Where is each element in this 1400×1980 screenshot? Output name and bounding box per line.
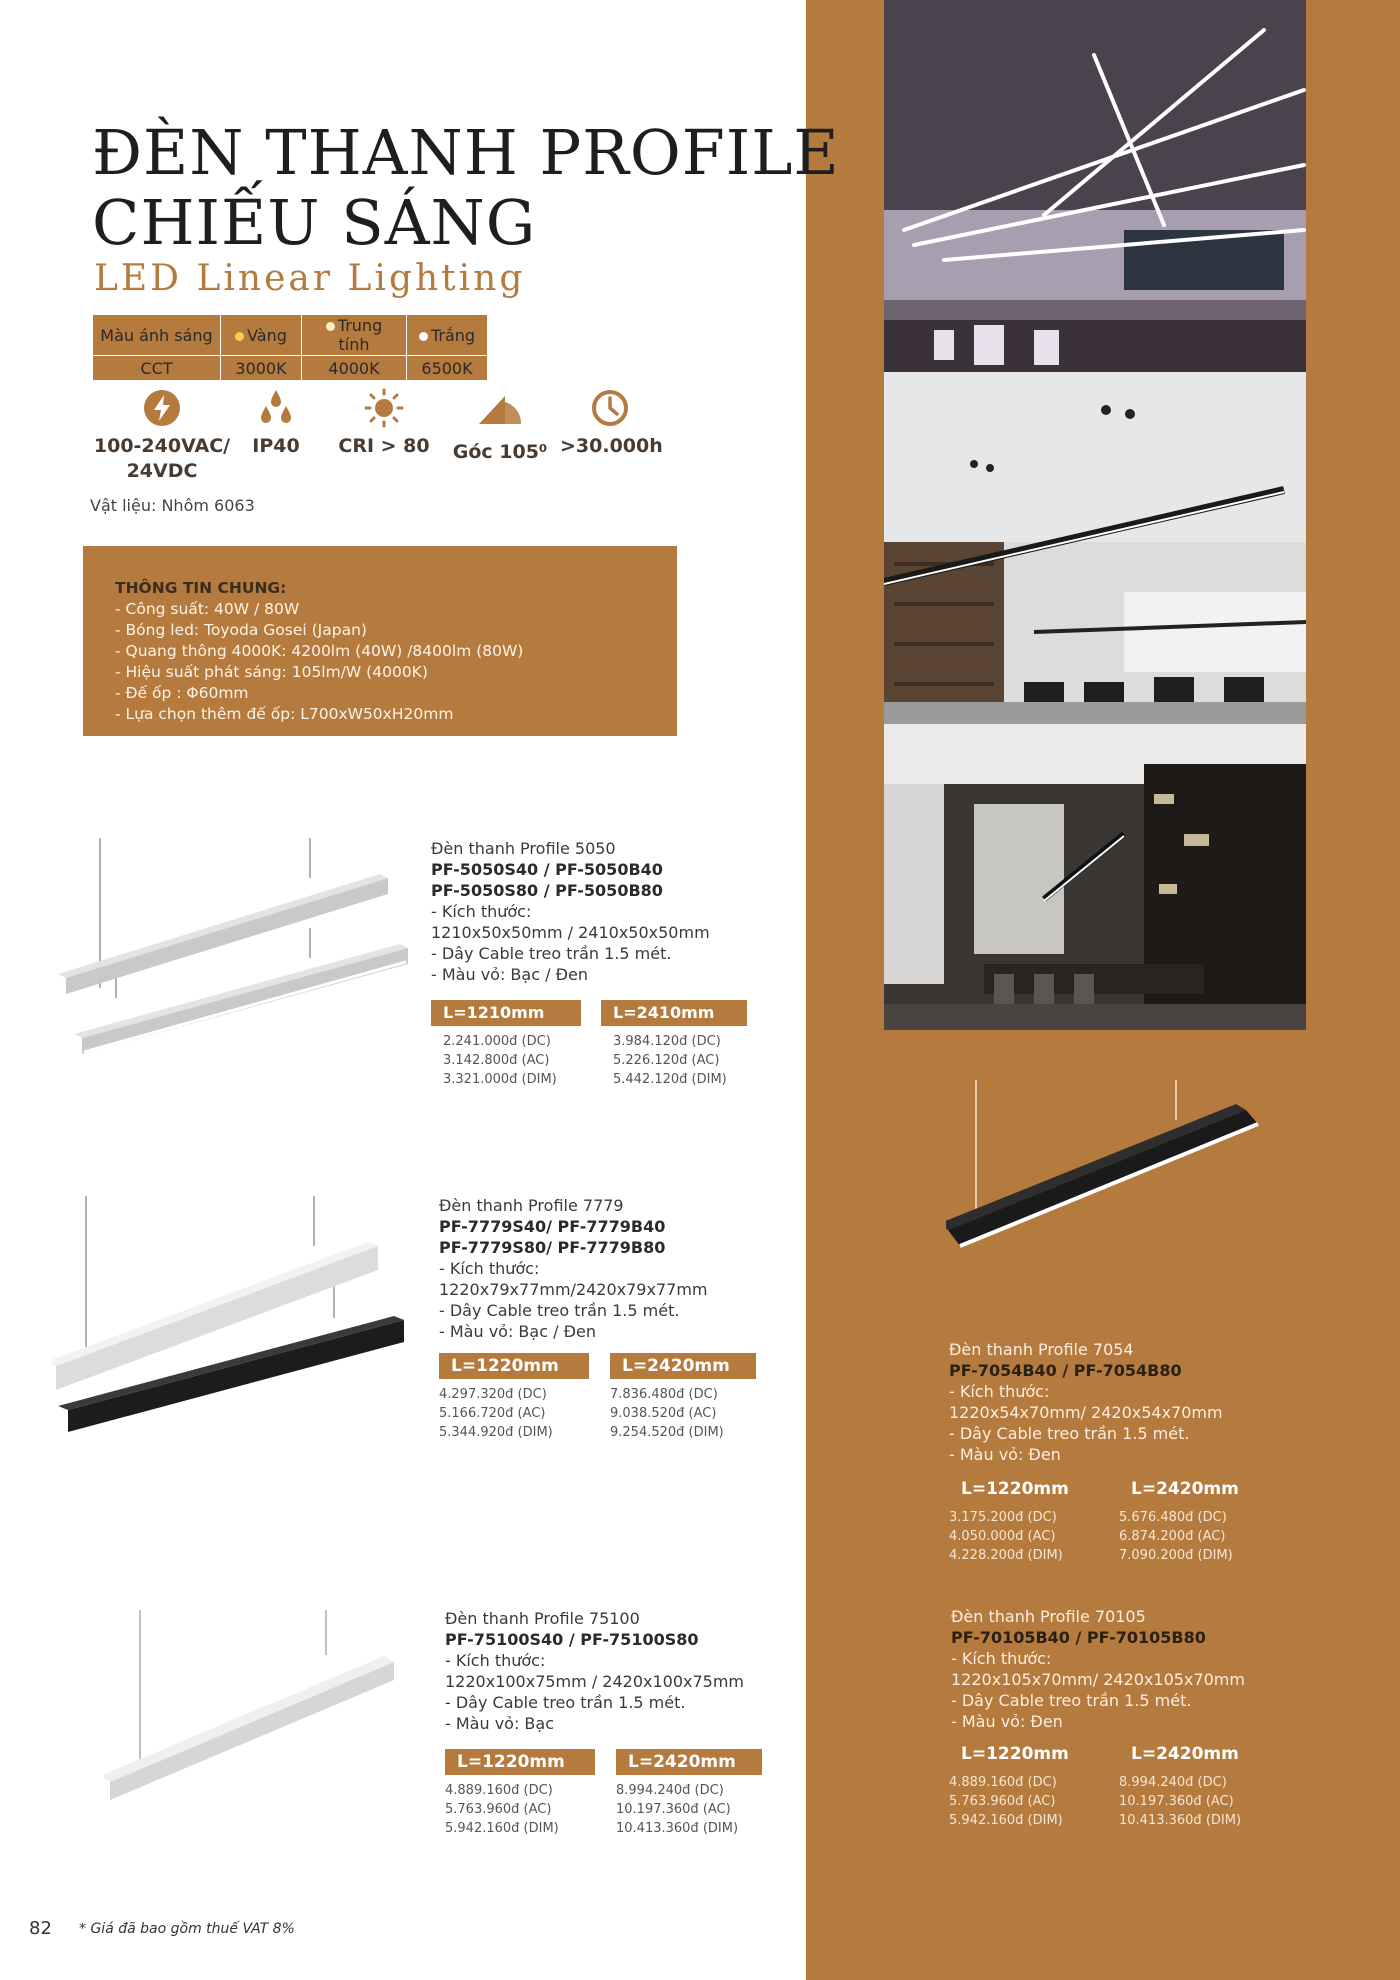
price-line: 4.228.200đ (DIM) [949, 1548, 1063, 1563]
price-line: 3.984.120đ (DC) [613, 1034, 721, 1049]
product-image-7054 [946, 1080, 1262, 1280]
price-line: 4.889.160đ (DC) [445, 1783, 553, 1798]
price-box [616, 1749, 762, 1838]
length-badge: L=2420mm [1131, 1479, 1239, 1499]
white-dot-icon [419, 332, 428, 341]
spec-angle [450, 392, 550, 465]
cct-6500k: 6500K [407, 356, 488, 381]
length-badge: L=2420mm [616, 1749, 762, 1775]
product-detail: - Màu vỏ: Bạc [445, 1714, 555, 1733]
product-detail: - Dây Cable treo trần 1.5 mét. [951, 1691, 1192, 1710]
price-box [949, 1476, 1109, 1565]
product-code: PF-5050S80 / PF-5050B80 [431, 881, 663, 900]
product-code: PF-7054B40 / PF-7054B80 [949, 1361, 1182, 1380]
lightning-icon [142, 388, 182, 428]
length-badge: L=1220mm [961, 1744, 1069, 1764]
cct-neutral-cell [302, 315, 407, 356]
price-line: 10.197.360đ (AC) [616, 1802, 731, 1817]
length-badge: L=2410mm [601, 1000, 747, 1026]
price-line: 4.297.320đ (DC) [439, 1387, 547, 1402]
price-line: 4.050.000đ (AC) [949, 1529, 1056, 1544]
info-line: - Quang thông 4000K: 4200lm (40W) /8400lm (80W) [115, 642, 524, 660]
cct-4000k: 4000K [302, 356, 407, 381]
cct-row-label: CCT [93, 356, 221, 381]
product-detail: - Dây Cable treo trần 1.5 mét. [439, 1301, 680, 1320]
price-line: 5.942.160đ (DIM) [949, 1813, 1063, 1828]
product-name: Đèn thanh Profile 70105 [951, 1607, 1146, 1626]
cct-neutral-label: Trung tính [337, 316, 383, 354]
price-line: 5.676.480đ (DC) [1119, 1510, 1227, 1525]
price-line: 10.413.360đ (DIM) [616, 1821, 739, 1836]
photo-meeting-room [884, 724, 1306, 1030]
price-line: 9.254.520đ (DIM) [610, 1425, 724, 1440]
price-line: 3.175.200đ (DC) [949, 1510, 1057, 1525]
product-detail: - Kích thước: [431, 902, 532, 921]
product-70105 [951, 1606, 1245, 1732]
photo-office-ceiling [884, 0, 1306, 372]
price-line: 3.142.800đ (AC) [443, 1053, 550, 1068]
product-detail: - Màu vỏ: Bạc / Đen [431, 965, 588, 984]
product-image-75100 [104, 1610, 424, 1800]
price-line: 8.994.240đ (DC) [1119, 1775, 1227, 1790]
product-7779 [439, 1195, 707, 1342]
product-detail: - Màu vỏ: Đen [951, 1712, 1063, 1731]
spec-cri-label: CRI > 80 [338, 435, 430, 457]
vat-footnote: * Giá đã bao gồm thuế VAT 8% [79, 1921, 295, 1937]
yellow-dot-icon [235, 332, 244, 341]
price-line: 8.994.240đ (DC) [616, 1783, 724, 1798]
length-badge: L=1210mm [431, 1000, 581, 1026]
product-image-7779 [52, 1196, 412, 1436]
title-line-1: ĐÈN THANH PROFILE [92, 116, 840, 189]
price-line: 3.321.000đ (DIM) [443, 1072, 557, 1087]
price-box [601, 1000, 747, 1089]
length-badge: L=1220mm [961, 1479, 1069, 1499]
clock-icon [590, 388, 630, 428]
length-badge: L=2420mm [1131, 1744, 1239, 1764]
info-line: - Đế ốp : Φ60mm [115, 684, 249, 702]
product-code: PF-70105B40 / PF-70105B80 [951, 1628, 1206, 1647]
product-75100 [445, 1608, 744, 1734]
price-line: 7.090.200đ (DIM) [1119, 1548, 1233, 1563]
price-line: 4.889.160đ (DC) [949, 1775, 1057, 1790]
cct-yellow-label: Vàng [247, 325, 287, 345]
spec-angle-label: Góc 105⁰ [452, 441, 548, 463]
page-title [92, 118, 840, 258]
product-7054 [949, 1339, 1223, 1465]
product-5050 [431, 838, 710, 985]
spec-lifetime [560, 388, 663, 459]
product-detail: - Màu vỏ: Bạc / Đen [439, 1322, 596, 1341]
product-detail: - Kích thước: [949, 1382, 1050, 1401]
price-line: 5.442.120đ (DIM) [613, 1072, 727, 1087]
photo-open-office [884, 372, 1306, 724]
title-line-2: CHIẾU SÁNG [92, 186, 537, 259]
product-name: Đèn thanh Profile 7779 [439, 1196, 624, 1215]
spec-voltage-line1: 100-240VAC/ [93, 435, 231, 457]
product-detail: 1220x100x75mm / 2420x100x75mm [445, 1672, 745, 1691]
price-line: 5.942.160đ (DIM) [445, 1821, 559, 1836]
info-line: - Bóng led: Toyoda Gosei (Japan) [115, 621, 367, 639]
price-box [610, 1353, 756, 1442]
spec-voltage [92, 388, 232, 484]
product-code: PF-7779S80/ PF-7779B80 [439, 1238, 666, 1257]
water-drops-icon [256, 388, 296, 428]
price-box [445, 1749, 595, 1838]
spec-voltage-line2: 24VDC [126, 460, 198, 482]
cct-header-label: Màu ánh sáng [93, 315, 221, 356]
product-code: PF-7779S40/ PF-7779B40 [439, 1217, 666, 1236]
price-line: 5.166.720đ (AC) [439, 1406, 546, 1421]
spec-ip [242, 388, 310, 459]
general-info-heading: THÔNG TIN CHUNG: [115, 579, 287, 597]
neutral-dot-icon [326, 322, 335, 331]
product-detail: 1210x50x50mm / 2410x50x50mm [431, 923, 710, 942]
price-box [439, 1353, 589, 1442]
info-line: - Lựa chọn thêm đế ốp: L700xW50xH20mm [115, 705, 454, 723]
price-line: 5.226.120đ (AC) [613, 1053, 720, 1068]
product-code: PF-75100S40 / PF-75100S80 [445, 1630, 699, 1649]
cct-white-label: Trắng [430, 325, 476, 345]
price-line: 9.038.520đ (AC) [610, 1406, 717, 1421]
price-box [1119, 1476, 1279, 1565]
material-note: Vật liệu: Nhôm 6063 [90, 496, 255, 515]
cct-table [92, 314, 488, 381]
sun-icon [361, 388, 407, 428]
price-line: 6.874.200đ (AC) [1119, 1529, 1226, 1544]
price-line: 7.836.480đ (DC) [610, 1387, 718, 1402]
product-detail: - Dây Cable treo trần 1.5 mét. [431, 944, 672, 963]
cct-yellow-cell [221, 315, 302, 356]
cct-3000k: 3000K [221, 356, 302, 381]
spec-ip-label: IP40 [252, 435, 300, 457]
length-badge: L=2420mm [610, 1353, 756, 1379]
product-detail: - Màu vỏ: Đen [949, 1445, 1061, 1464]
angle-icon [475, 392, 525, 428]
product-name: Đèn thanh Profile 7054 [949, 1340, 1134, 1359]
product-detail: - Dây Cable treo trần 1.5 mét. [445, 1693, 686, 1712]
product-name: Đèn thanh Profile 5050 [431, 839, 616, 858]
product-detail: 1220x79x77mm/2420x79x77mm [439, 1280, 708, 1299]
price-line: 5.763.960đ (AC) [445, 1802, 552, 1817]
price-line: 10.197.360đ (AC) [1119, 1794, 1234, 1809]
length-badge: L=1220mm [445, 1749, 595, 1775]
spec-lifetime-label: >30.000h [560, 435, 663, 457]
info-line: - Hiệu suất phát sáng: 105lm/W (4000K) [115, 663, 428, 681]
product-code: PF-5050S40 / PF-5050B40 [431, 860, 663, 879]
price-line: 2.241.000đ (DC) [443, 1034, 551, 1049]
cct-white-cell [407, 315, 488, 356]
price-box [1119, 1741, 1289, 1830]
length-badge: L=1220mm [439, 1353, 589, 1379]
spec-cri [332, 388, 436, 459]
price-line: 5.763.960đ (AC) [949, 1794, 1056, 1809]
price-box [431, 1000, 581, 1089]
product-detail: - Kích thước: [951, 1649, 1052, 1668]
product-detail: 1220x54x70mm/ 2420x54x70mm [949, 1403, 1223, 1422]
product-detail: - Kích thước: [445, 1651, 546, 1670]
product-detail: 1220x105x70mm/ 2420x105x70mm [951, 1670, 1245, 1689]
price-line: 10.413.360đ (DIM) [1119, 1813, 1242, 1828]
price-line: 5.344.920đ (DIM) [439, 1425, 553, 1440]
product-detail: - Dây Cable treo trần 1.5 mét. [949, 1424, 1190, 1443]
page-number: 82 [29, 1918, 52, 1939]
price-box [949, 1741, 1109, 1830]
general-info-box [83, 546, 677, 736]
subtitle: LED Linear Lighting [94, 258, 526, 299]
product-image-5050 [58, 838, 418, 1068]
product-detail: - Kích thước: [439, 1259, 540, 1278]
info-line: - Công suất: 40W / 80W [115, 600, 300, 618]
product-name: Đèn thanh Profile 75100 [445, 1609, 640, 1628]
